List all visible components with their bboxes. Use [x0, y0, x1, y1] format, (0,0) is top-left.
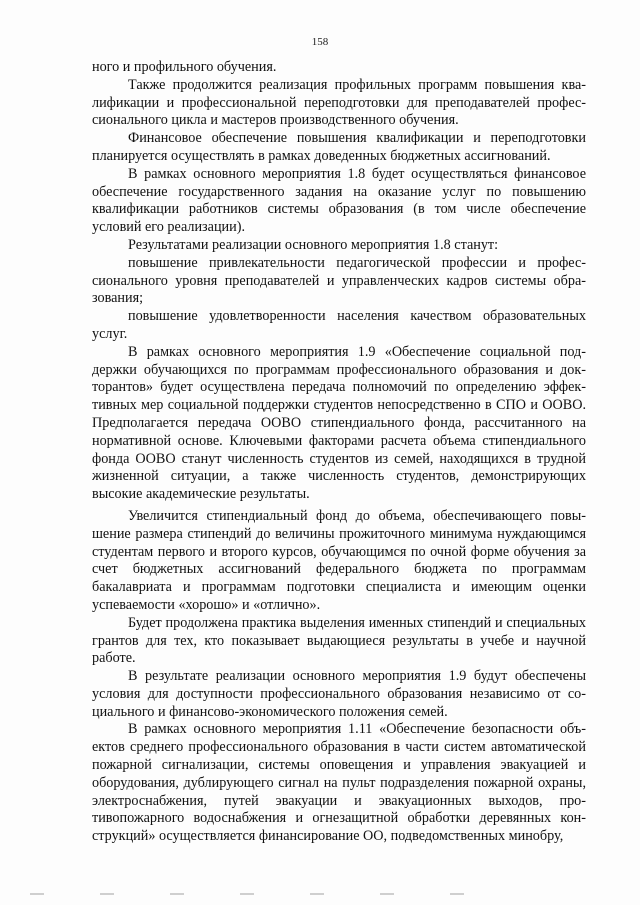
paragraph-result-attractiveness: повышение привлекательности педагогической профессии и профессионального уровня преподавателей и управленческих кадров системы образования; [92, 254, 586, 307]
scan-mark [310, 893, 324, 895]
scan-mark [450, 893, 464, 895]
paragraph-named-scholarships: Будет продолжена практика выделения именных стипендий и специальных грантов для тех, кто показывает выдающиеся результаты в учебе и научной работе. [92, 614, 586, 667]
paragraph-result-satisfaction: повышение удовлетворенности населения качеством образовательных услуг. [92, 308, 586, 342]
paragraph-measure-1-11: В рамках основного мероприятия 1.11 «Обеспечение безопасности объектов среднего профессионального образования в части систем автоматической пожарной сигнализации, системы оповещения и управления эвакуацией и оборудования, дублирующего сигнал на пульт подразделения пожарной охраны, электроснабжения, путей эвакуации и эвакуационных выходов, противопожарного водоснабжения и огнезащитной обработки деревянных конструкций» осуществляется финансирование ОО, подведомственных минобру, [92, 721, 586, 845]
page-number: 158 [311, 36, 329, 48]
scan-mark [30, 893, 44, 895]
scan-mark [170, 893, 184, 895]
scan-mark [100, 893, 114, 895]
paragraph-measure-1-9: В рамках основного мероприятия 1.9 «Обеспечение социальной поддержки обучающихся по программам профессионального образования и докторантов» будет осуществлена передача полномочий по определению эффективных мер социальной поддержки студентов непосредственно в СПО и ООВО. Предполагается передача ООВО стипендиального фонда, рассчитанного на нормативной основе. Ключевыми факторами расчета объема стипендиального фонда ООВО станут численность студентов из семей, находящихся в трудной жизненной ситуации, а также численность студентов, демонстрирующих высокие академические результаты. [92, 343, 586, 503]
paragraph-results-1-8: Результатами реализации основного мероприятия 1.8 станут: [128, 236, 499, 253]
paragraph-scholarship-fund: Увеличится стипендиальный фонд до объема, обеспечивающего повышение размера стипендий до величины прожиточного минимума нуждающимся студентам первого и второго курсов, обучающимся по очной форме обучения за счет бюджетных ассигнований федерального бюджета по программам бакалавриата и программам подготовки специалиста и имеющим оценки успеваемости «хорошо» и «отлично». [92, 507, 586, 613]
scan-mark [240, 893, 254, 895]
paragraph-profile-programs: Также продолжится реализация профильных программ повышения квалификации и профессиональной переподготовки для преподавателей профессионального цикла и мастеров производственного обучения. [92, 76, 586, 129]
paragraph-continuation: ного и профильного обучения. [92, 59, 277, 75]
scan-edge-marks [30, 893, 610, 899]
paragraph-financing: Финансовое обеспечение повышения квалификации и переподготовки планируется осуществлять в рамках доведенных бюджетных ассигнований. [92, 130, 586, 164]
paragraph-results-1-9: В результате реализации основного мероприятия 1.9 будут обеспечены условия для доступности профессионального образования независимо от социального и финансово-экономического положения семей. [92, 668, 586, 720]
paragraph-measure-1-8: В рамках основного мероприятия 1.8 будет осуществляться финансовое обеспечение государственного задания на оказание услуг по повышению квалификации работников системы образования (в том числе обеспечение условий его реализации). [92, 165, 586, 236]
scan-mark [380, 893, 394, 895]
document-body [92, 59, 586, 846]
